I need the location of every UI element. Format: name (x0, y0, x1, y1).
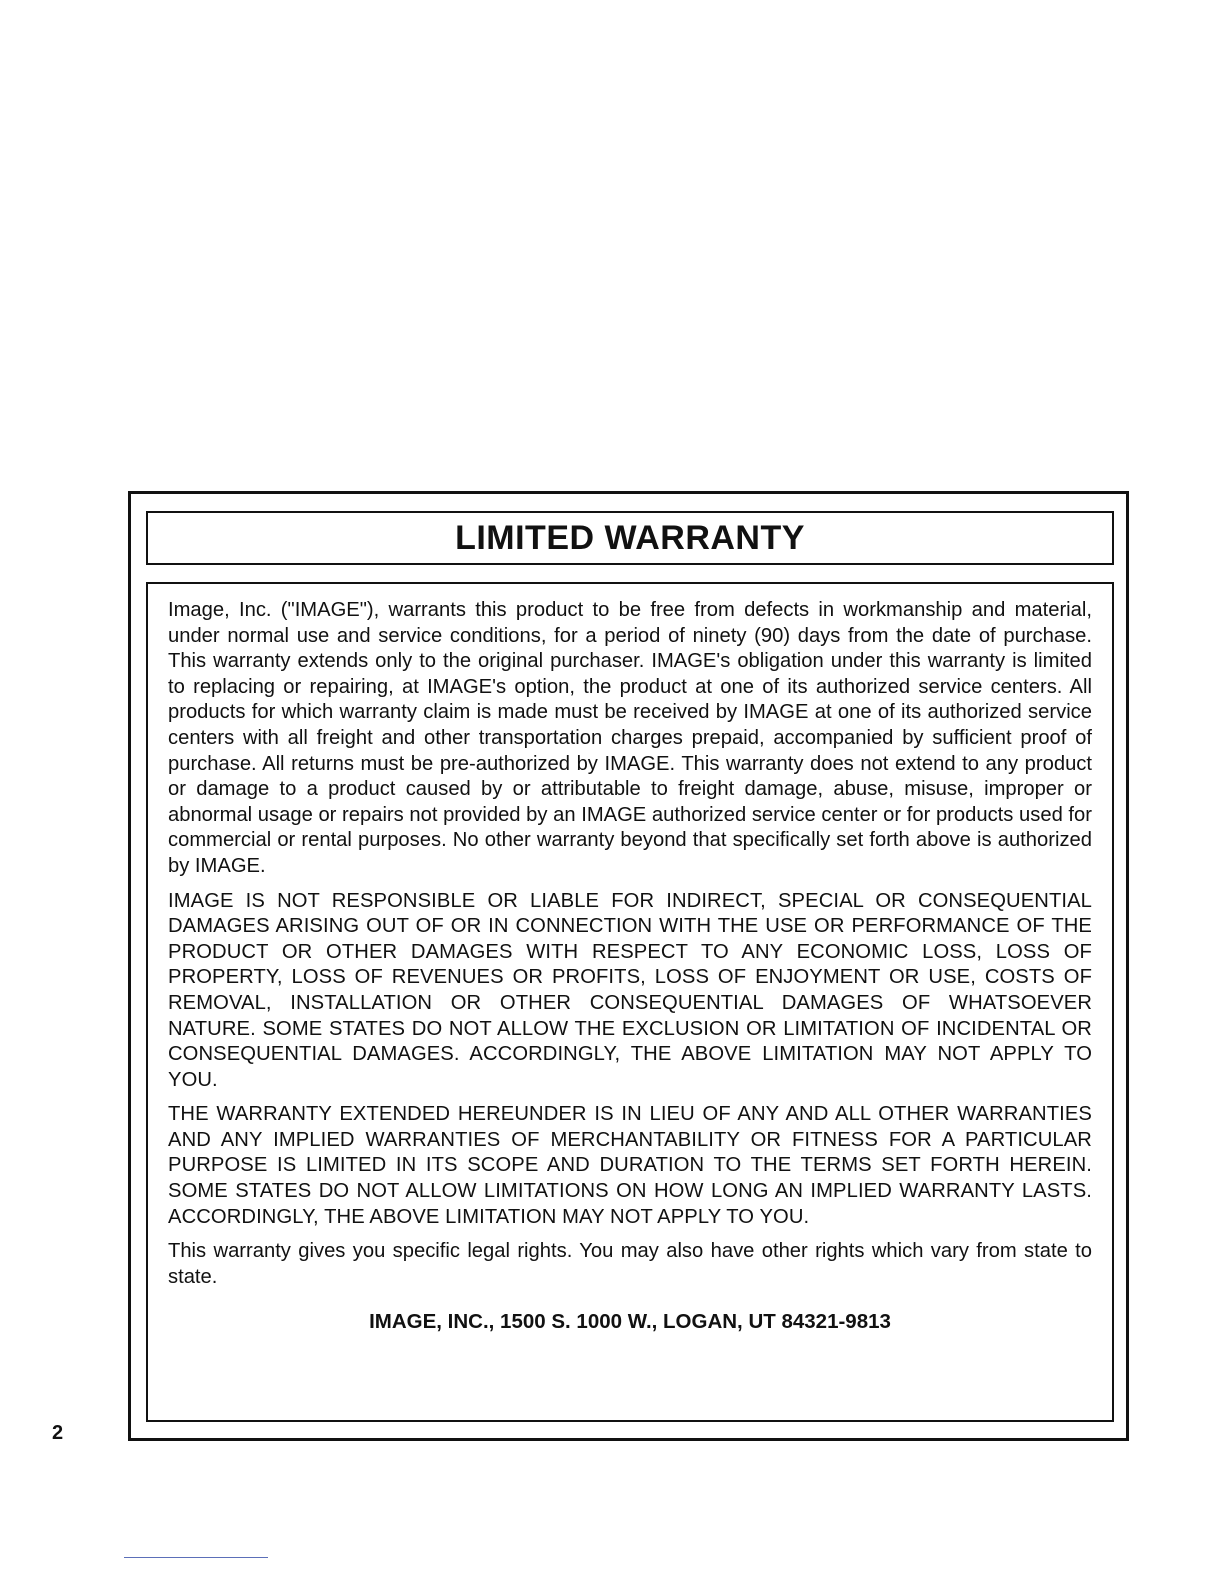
warranty-body-box (146, 582, 1114, 1422)
company-address: IMAGE, INC., 1500 S. 1000 W., LOGAN, UT 84321-9813 (369, 1310, 891, 1334)
warranty-paragraph-rights: This warranty gives you specific legal rights. You may also have other rights which vary from state to state. (168, 1240, 1092, 1288)
footer-rule (124, 1557, 268, 1558)
warranty-paragraph-liability: IMAGE IS NOT RESPONSIBLE OR LIABLE FOR INDIRECT, SPECIAL OR CONSEQUENTIAL DAMAGES ARISING OUT OF OR IN CONNECTION WITH THE USE OR PERFORMANCE OF THE PRODUCT OR OTHER DAMAGES WITH RESPECT TO ANY ECONOMIC LOSS, LOSS OF PROPERTY, LOSS OF REVENUES OR PROFITS, LOSS OF ENJOYMENT OR USE, COSTS OF REMOVAL, INSTALLATION OR OTHER CONSEQUENTIAL DAMAGES OF WHATSOEVER NATURE. SOME STATES DO NOT ALLOW THE EXCLUSION OR LIMITATION OF INCIDENTAL OR CONSEQUENTIAL DAMAGES. ACCORDINGLY, THE ABOVE LIMITATION MAY NOT APPLY TO YOU. (168, 889, 1092, 1091)
warranty-title: LIMITED WARRANTY (455, 518, 805, 557)
warranty-paragraph-terms: Image, Inc. ("IMAGE"), warrants this product to be free from defects in workmanship and material, under normal use and service conditions, for a period of ninety (90) days from the date of purchase. This warranty extends only to the original purchaser. IMAGE's obligation under this warranty is limited to replacing or repairing, at IMAGE's option, the product at one of its authorized service centers. All products for which warranty claim is made must be received by IMAGE at one of its authorized service centers with all freight and other transportation charges prepaid, accompanied by sufficient proof of purchase. All returns must be pre-authorized by IMAGE. This warranty does not extend to any product or damage to a product caused by or attributable to freight damage, abuse, misuse, improper or abnormal usage or repairs not provided by an IMAGE authorized service center or for products used for commercial or rental purposes. No other warranty beyond that specifically set forth above is authorized by IMAGE. (168, 599, 1092, 877)
page-number: 2 (52, 1422, 64, 1444)
warranty-title-box (146, 511, 1114, 565)
warranty-paragraph-implied: THE WARRANTY EXTENDED HEREUNDER IS IN LIEU OF ANY AND ALL OTHER WARRANTIES AND ANY IMPLIED WARRANTIES OF MERCHANTABILITY OR FITNESS FOR A PARTICULAR PURPOSE IS LIMITED IN ITS SCOPE AND DURATION TO THE TERMS SET FORTH HEREIN. SOME STATES DO NOT ALLOW LIMITATIONS ON HOW LONG AN IMPLIED WARRANTY LASTS. ACCORDINGLY, THE ABOVE LIMITATION MAY NOT APPLY TO YOU. (168, 1103, 1092, 1228)
